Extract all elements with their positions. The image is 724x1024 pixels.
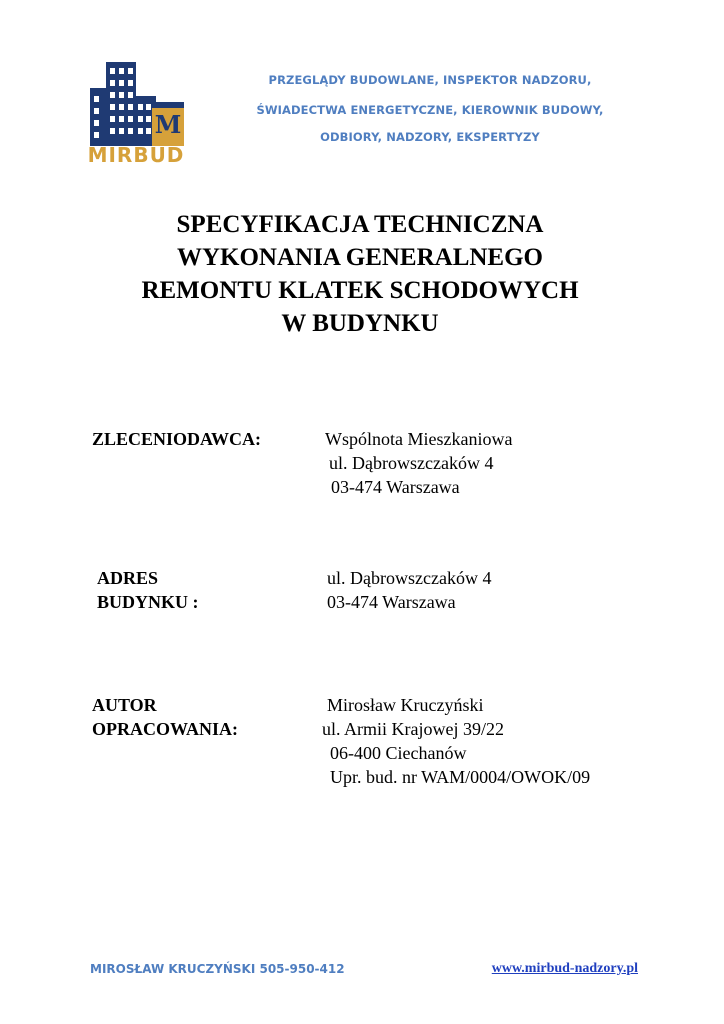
building-logo-icon xyxy=(86,58,188,168)
author-label-1: AUTOR xyxy=(92,695,157,715)
tagline-line-2: ŚWIADECTWA ENERGETYCZNE, KIEROWNIK BUDOWY, xyxy=(256,103,604,117)
client-name: Wspólnota Mieszkaniowa xyxy=(325,429,513,449)
author-name: Mirosław Kruczyński xyxy=(327,695,484,715)
tagline-line-3: ODBIORY, NADZORY, EKSPERTYZY xyxy=(320,130,540,144)
svg-text:M: M xyxy=(154,110,182,139)
author-city: 06-400 Ciechanów xyxy=(330,743,467,763)
building-city: 03-474 Warszawa xyxy=(327,592,456,612)
title-line-4: W BUDYNKU xyxy=(281,310,439,337)
author-license: Upr. bud. nr WAM/0004/OWOK/09 xyxy=(330,767,591,787)
mirbud-logo xyxy=(86,58,188,168)
footer-contact: MIROSŁAW KRUCZYŃSKI 505-950-412 xyxy=(90,962,345,976)
client-label: ZLECENIODAWCA: xyxy=(92,429,262,449)
author-label-2: OPRACOWANIA: xyxy=(92,719,238,739)
building-address-label-1: ADRES xyxy=(97,568,159,588)
title-line-3: REMONTU KLATEK SCHODOWYCH xyxy=(141,277,579,304)
client-street: ul. Dąbrowszczaków 4 xyxy=(329,453,494,473)
client-city: 03-474 Warszawa xyxy=(331,477,460,497)
svg-text:MIRBUD: MIRBUD xyxy=(87,143,185,167)
footer-website-link[interactable]: www.mirbud-nadzory.pl xyxy=(491,961,638,976)
building-street: ul. Dąbrowszczaków 4 xyxy=(327,568,492,588)
building-address-label-2: BUDYNKU : xyxy=(97,592,199,612)
tagline-line-1: PRZEGLĄDY BUDOWLANE, INSPEKTOR NADZORU, xyxy=(268,73,592,87)
author-street: ul. Armii Krajowej 39/22 xyxy=(322,719,504,739)
title-line-1: SPECYFIKACJA TECHNICZNA xyxy=(176,211,544,238)
title-line-2: WYKONANIA GENERALNEGO xyxy=(176,244,543,271)
